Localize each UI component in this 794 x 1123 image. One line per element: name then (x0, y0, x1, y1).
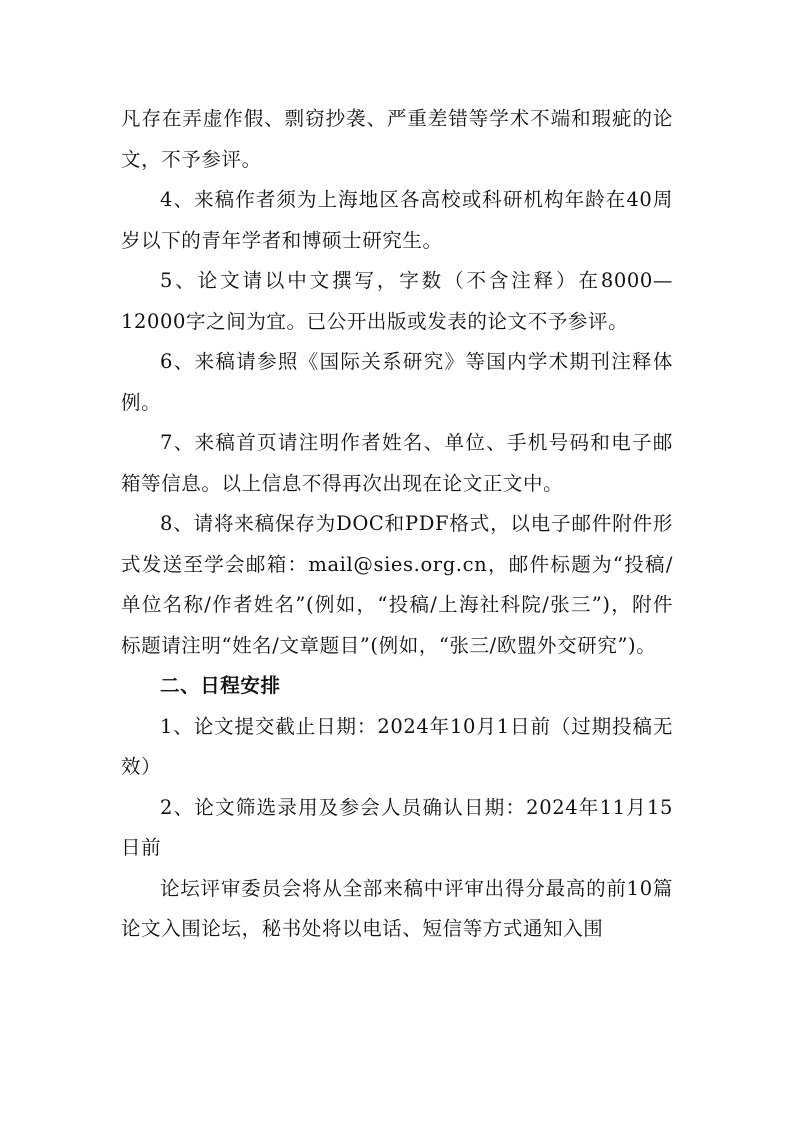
paragraph-language-length: 5、论文请以中文撰写，字数（不含注释）在8000—12000字之间为宜。已公开出版或发表的论文不予参评。 (121, 269, 673, 333)
paragraph-author-eligibility: 4、来稿作者须为上海地区各高校或科研机构年龄在40周岁以下的青年学者和博硕士研究生。 (121, 188, 673, 252)
section-heading-schedule: 二、日程安排 (160, 674, 281, 697)
paragraph-review-committee: 论坛评审委员会将从全部来稿中评审出得分最高的前10篇论文入围论坛，秘书处将以电话、短信等方式通知入围 (121, 876, 673, 940)
paragraph-selection-deadline: 2、论文筛选录用及参会人员确认日期：2024年11月15日前 (121, 795, 673, 859)
schedule-list (121, 707, 673, 950)
document-body (121, 99, 673, 950)
paragraph-submission-format: 8、请将来稿保存为DOC和PDF格式，以电子邮件附件形式发送至学会邮箱：mail@sies.org.cn，邮件标题为“投稿/单位名称/作者姓名”(例如，“投稿/上海社科院/张三”)，附件标题请注明“姓名/文章题目”(例如，“张三/欧盟外交研究”)。 (121, 512, 673, 657)
paragraph-citation-style: 6、来稿请参照《国际关系研究》等国内学术期刊注释体例。 (121, 350, 673, 414)
paragraph-author-info: 7、来稿首页请注明作者姓名、单位、手机号码和电子邮箱等信息。以上信息不得再次出现在论文正文中。 (121, 431, 673, 495)
paragraph-submission-deadline: 1、论文提交截止日期：2024年10月1日前（过期投稿无效） (121, 714, 673, 778)
paragraph-academic-misconduct: 凡存在弄虚作假、剽窃抄袭、严重差错等学术不端和瑕疵的论文，不予参评。 (121, 107, 673, 171)
requirements-list (121, 99, 673, 666)
